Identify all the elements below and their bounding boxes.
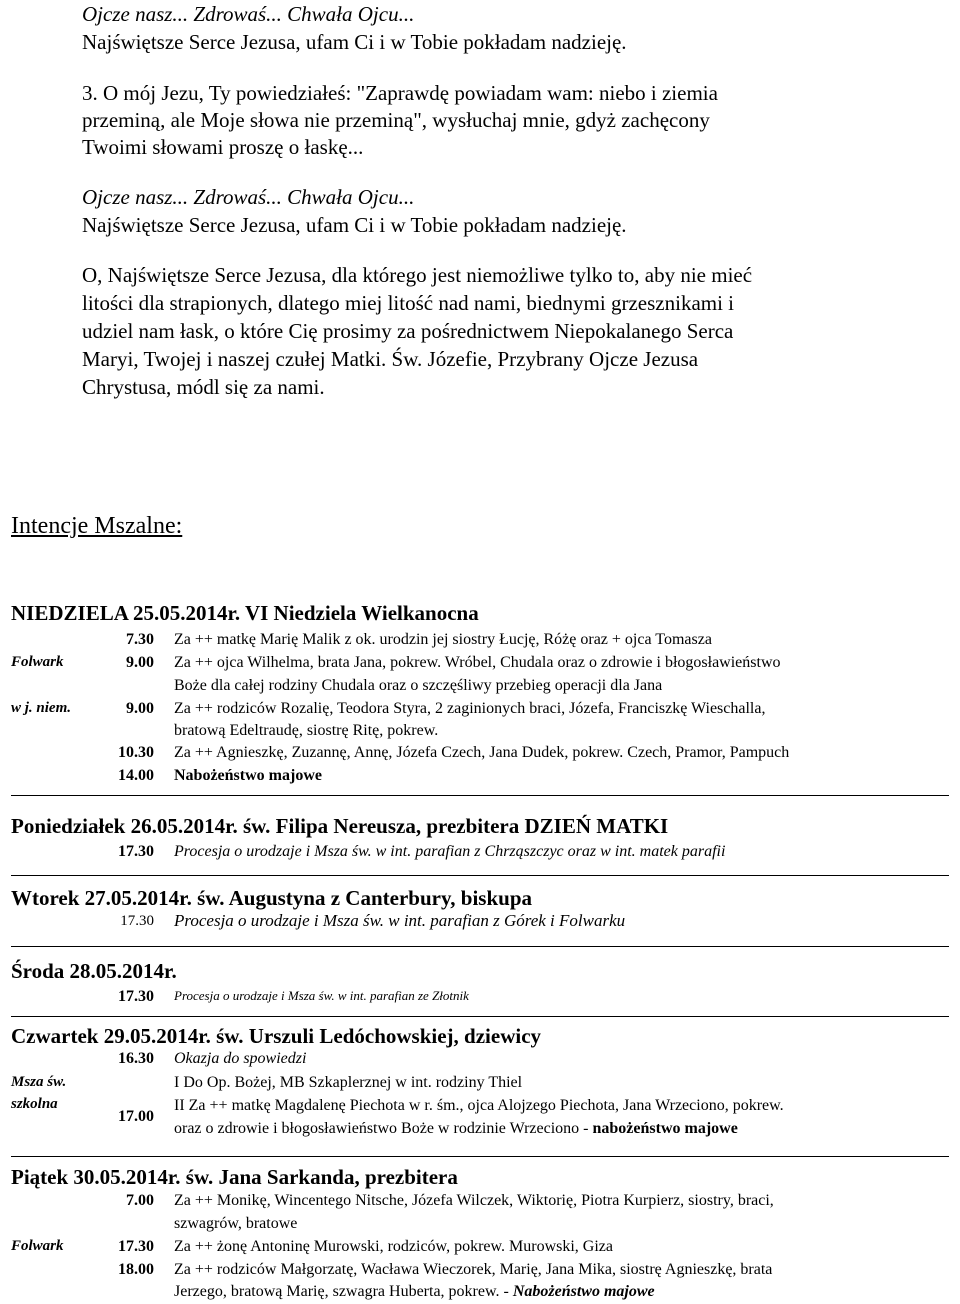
thursday-entry-1: Okazja do spowiedzi [174, 1050, 307, 1067]
prayer-response-top: Ojcze nasz... Zdrowaś... Chwała Ojcu... [82, 2, 415, 26]
wednesday-entry-1: Procesja o urodzaje i Msza św. w int. parafian ze Złotnik [174, 988, 469, 1003]
sunday-entry-4: Za ++ Agnieszkę, Zuzannę, Annę, Józefa Czech, Jana Dudek, pokrew. Czech, Pramor, Pampuch [174, 744, 790, 761]
thursday-entry-4-bold: nabożeństwo majowe [592, 1120, 738, 1137]
sunday-entry-3b: bratową Edeltraudę, siostrę Ritę, pokrew. [174, 722, 439, 739]
divider [11, 1016, 949, 1017]
thursday-entry-2: I Do Op. Bożej, MB Szkaplerznej w int. rodziny Thiel [174, 1074, 523, 1091]
friday-entry-3a: Za ++ rodziców Małgorzatę, Wacława Wieczorek, Marię, Jana Mika, siostrę Agnieszkę, brata [174, 1261, 773, 1278]
friday-entry-1a: Za ++ Monikę, Wincentego Nitsche, Józefa Wilczek, Wiktorię, Piotra Kurpierz, siostry, braci, [174, 1192, 774, 1209]
friday-entry-3b-text: Jerzego, bratową Marię, szwagra Huberta, pokrew. - [174, 1283, 513, 1300]
thursday-entry-4 [174, 1120, 738, 1138]
sunday-time-2: 9.00 [126, 654, 154, 671]
intentions-heading: Intencje Mszalne: [11, 513, 183, 539]
friday-entry-1b: szwagrów, bratowe [174, 1215, 298, 1232]
sunday-entry-1: Za ++ matkę Marię Malik z ok. urodzin jej siostry Łucję, Różę oraz + ojca Tomasza [174, 631, 712, 648]
monday-time-1: 17.30 [118, 843, 154, 860]
prayer-final-line2: litości dla strapionych, dlatego miej litość nad nami, biednymi grzesznikami i [82, 291, 735, 315]
divider [11, 795, 949, 796]
thursday-side-szkolna: szkolna [11, 1096, 58, 1112]
monday-title: Poniedziałek 26.05.2014r. św. Filipa Nereusza, prezbitera DZIEŃ MATKI [11, 814, 669, 838]
tuesday-title: Wtorek 27.05.2014r. św. Augustyna z Canterbury, biskupa [11, 886, 533, 910]
thursday-time-2: 17.00 [118, 1108, 154, 1125]
friday-time-2: 17.30 [118, 1238, 154, 1255]
friday-title: Piątek 30.05.2014r. św. Jana Sarkanda, prezbitera [11, 1165, 458, 1189]
prayer-final-line4: Maryi, Twojej i naszej czułej Matki. Św. Józefie, Przybrany Ojcze Jezusa [82, 347, 699, 371]
sunday-side-folwark: Folwark [11, 654, 64, 670]
sunday-title: NIEDZIELA 25.05.2014r. VI Niedziela Wielkanocna [11, 601, 479, 625]
sunday-time-3: 9.00 [126, 700, 154, 717]
sunday-entry-3a: Za ++ rodziców Rozalię, Teodora Styra, 2 zaginionych braci, Józefa, Franciszkę Wieschalla, [174, 700, 766, 717]
friday-time-1: 7.00 [126, 1192, 154, 1209]
prayer-final-line5: Chrystusa, módl się za nami. [82, 375, 325, 399]
thursday-time-1: 16.30 [118, 1050, 154, 1067]
wednesday-title: Środa 28.05.2014r. [11, 959, 177, 983]
prayer-final-line1: O, Najświętsze Serce Jezusa, dla którego jest niemożliwe tylko to, aby nie mieć [82, 263, 753, 287]
tuesday-entry-1: Procesja o urodzaje i Msza św. w int. parafian z Górek i Folwarku [174, 911, 626, 930]
thursday-entry-4-text: oraz o zdrowie i błogosławieństwo Boże w rodzinie Wrzeciono - [174, 1120, 593, 1137]
thursday-title: Czwartek 29.05.2014r. św. Urszuli Ledóchowskiej, dziewicy [11, 1024, 542, 1048]
sunday-time-5: 14.00 [118, 767, 154, 784]
tuesday-time-1: 17.30 [120, 913, 154, 929]
prayer-para3-line1: 3. O mój Jezu, Ty powiedziałeś: "Zaprawdę powiadam wam: niebo i ziemia [82, 81, 718, 105]
prayer-para3-line2: przeminą, ale Moje słowa nie przeminą", wysłuchaj mnie, gdyż zachęcony [82, 108, 710, 132]
friday-time-3: 18.00 [118, 1261, 154, 1278]
divider [11, 875, 949, 876]
thursday-entry-3: II Za ++ matkę Magdalenę Piechota w r. śm., ojca Alojzego Piechota, Jana Wrzeciono, pokrew. [174, 1097, 784, 1114]
sunday-entry-5: Nabożeństwo majowe [174, 767, 322, 784]
sunday-time-4: 10.30 [118, 744, 154, 761]
sunday-entry-2a: Za ++ ojca Wilhelma, brata Jana, pokrew. Wróbel, Chudala oraz o zdrowie i błogosławieństwo [174, 654, 781, 671]
friday-entry-3b [174, 1283, 655, 1301]
thursday-side-msza: Msza św. [11, 1074, 67, 1090]
prayer-heart-2: Najświętsze Serce Jezusa, ufam Ci i w Tobie pokładam nadzieję. [82, 213, 627, 237]
divider [11, 1156, 949, 1157]
divider [11, 946, 949, 947]
friday-side-folwark: Folwark [11, 1238, 64, 1254]
sunday-entry-2b: Boże dla całej rodziny Chudala oraz o szczęśliwy przebieg operacji dla Jana [174, 677, 663, 694]
monday-entry-1: Procesja o urodzaje i Msza św. w int. parafian z Chrząszczyc oraz w int. matek parafii [174, 843, 726, 860]
friday-entry-2: Za ++ żonę Antoninę Murowski, rodziców, pokrew. Murowski, Giza [174, 1238, 613, 1255]
prayer-response-2: Ojcze nasz... Zdrowaś... Chwała Ojcu... [82, 185, 415, 209]
friday-entry-3b-italic: Nabożeństwo majowe [512, 1283, 655, 1300]
sunday-side-german: w j. niem. [11, 700, 72, 716]
prayer-final-line3: udziel nam łask, o które Cię prosimy za pośrednictwem Niepokalanego Serca [82, 319, 734, 343]
prayer-heart-top: Najświętsze Serce Jezusa, ufam Ci i w Tobie pokładam nadzieję. [82, 30, 627, 54]
prayer-para3-line3: Twoimi słowami proszę o łaskę... [82, 135, 364, 159]
wednesday-time-1: 17.30 [118, 988, 154, 1005]
sunday-time-1: 7.30 [126, 631, 154, 648]
